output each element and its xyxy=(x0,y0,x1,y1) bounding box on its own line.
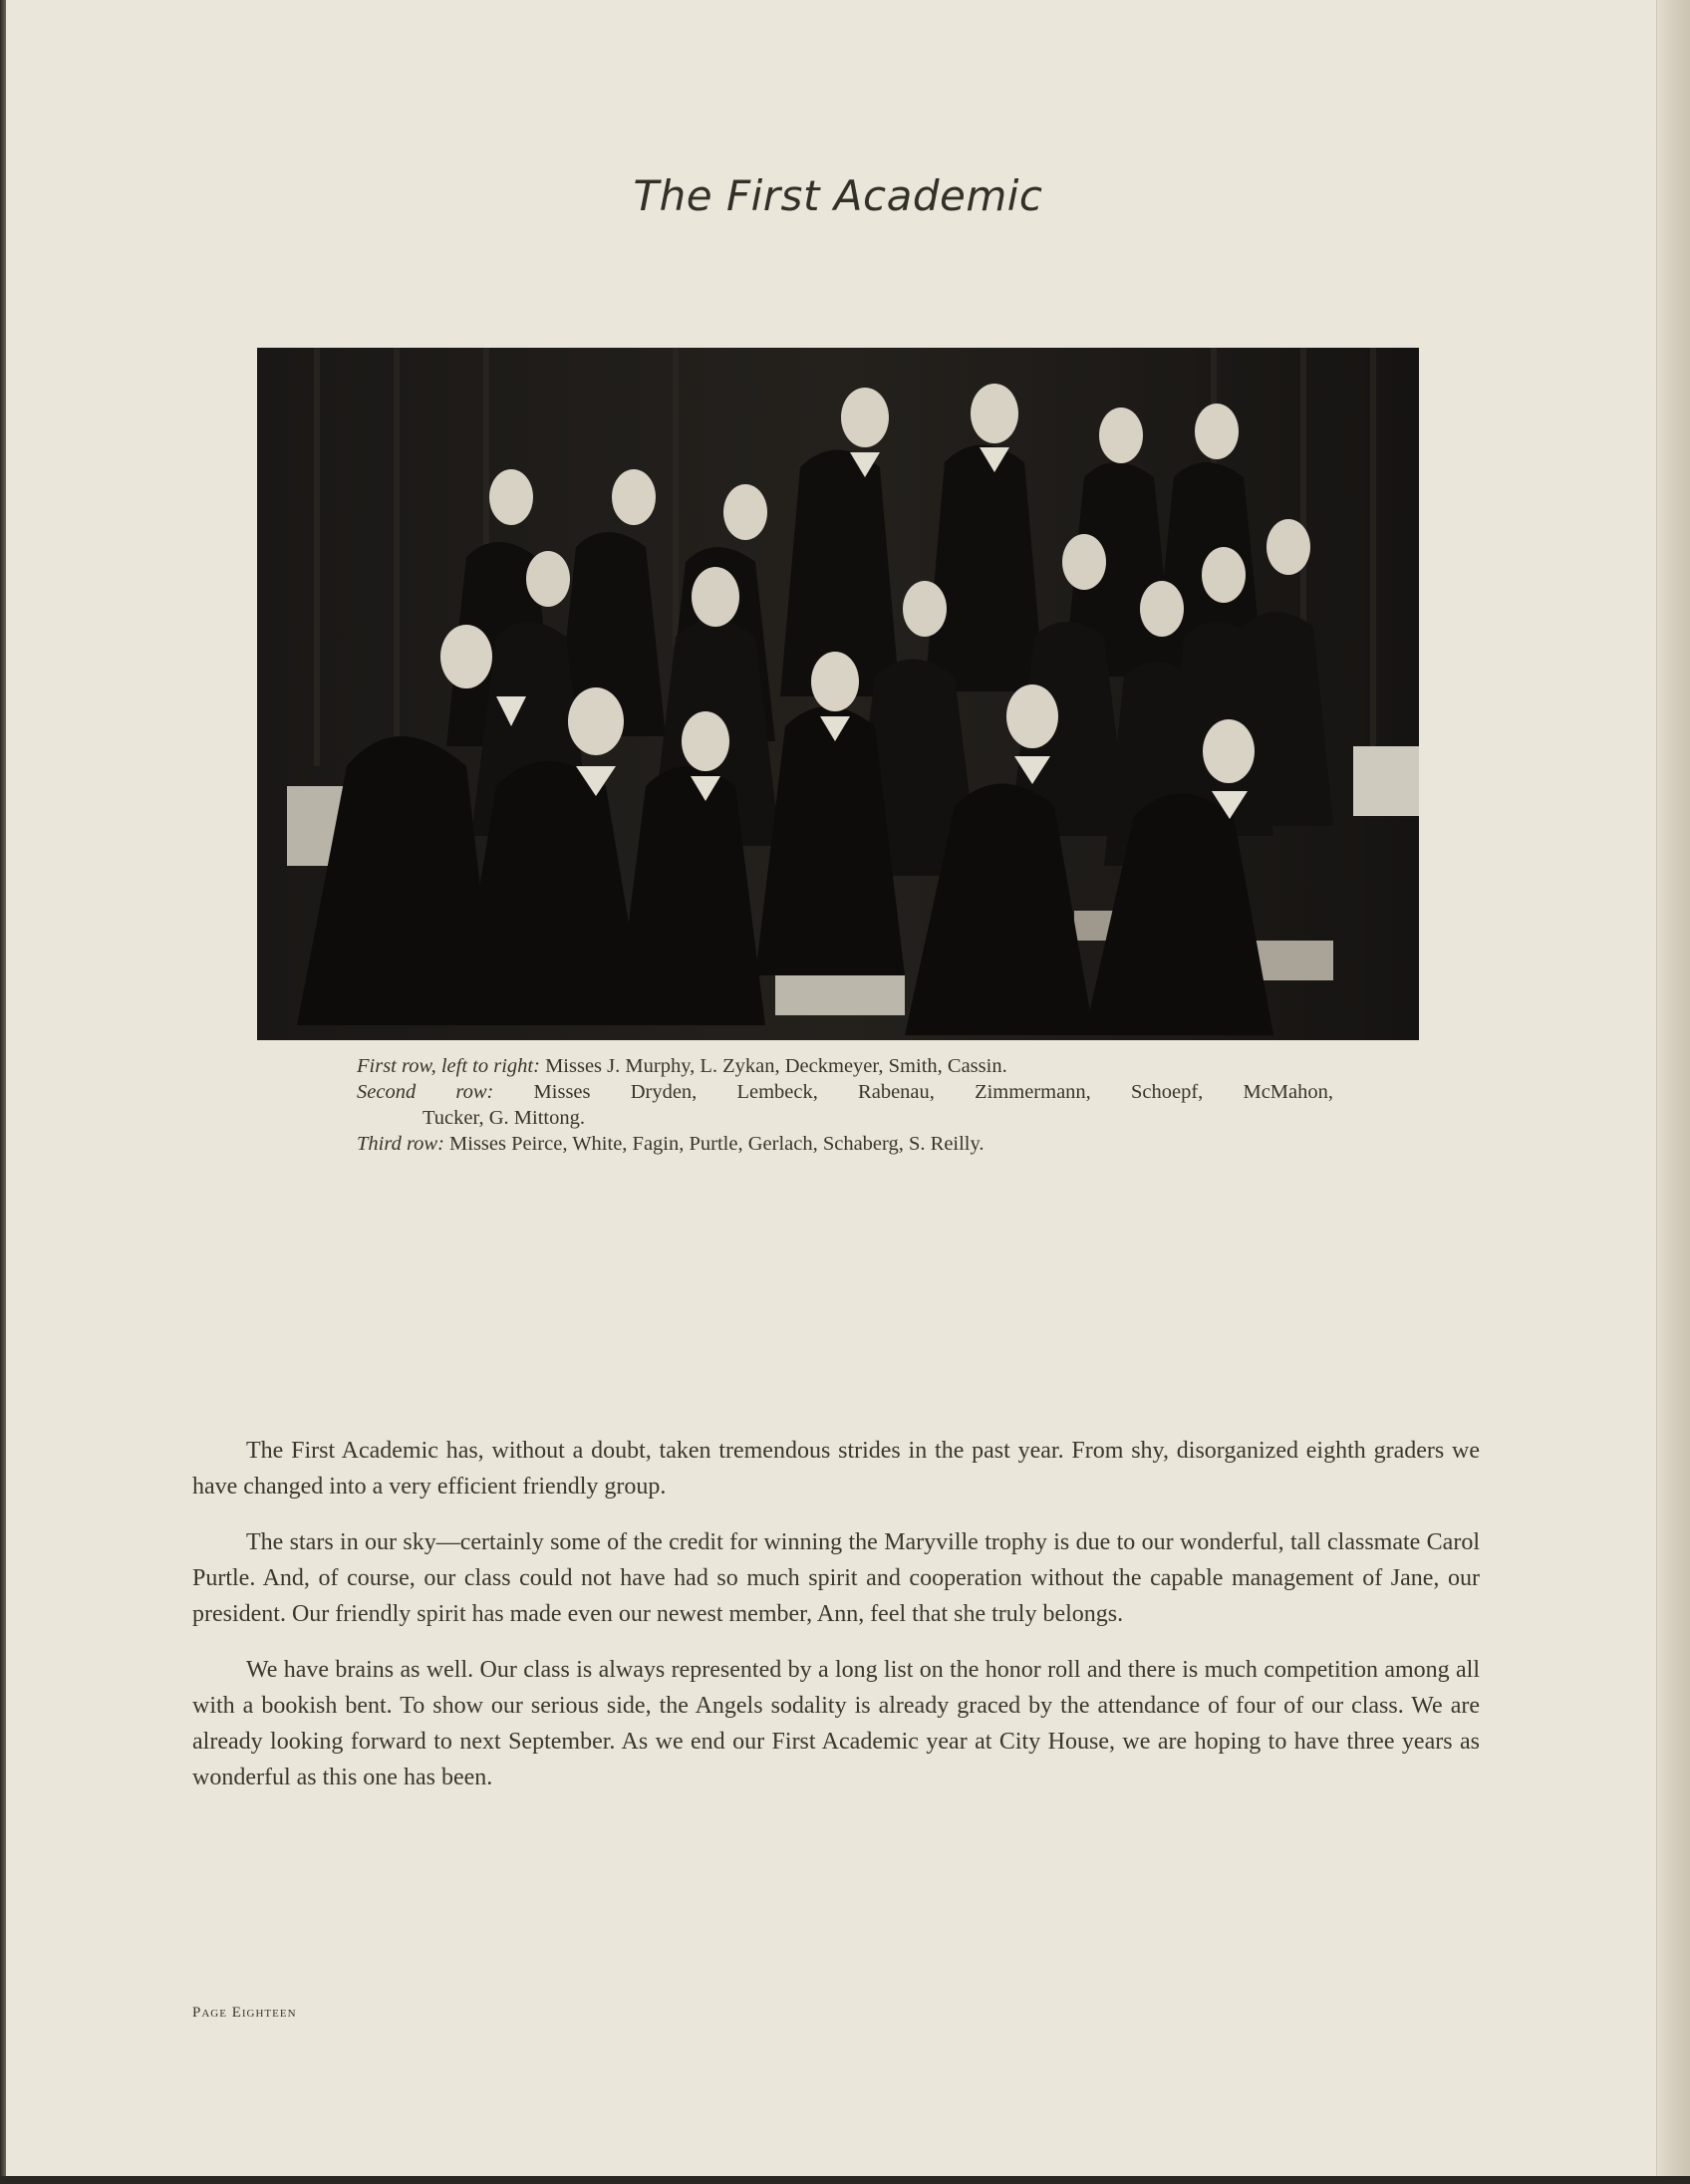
page-edge-left xyxy=(0,0,6,2184)
photo-illustration xyxy=(257,348,1419,1040)
caption-first-row-label: First row, left to right: xyxy=(357,1055,540,1077)
article-body xyxy=(192,1433,1480,1815)
page-number: Page Eighteen xyxy=(192,2005,297,2021)
page-edge-right xyxy=(1656,0,1690,2184)
caption-third-row-label: Third row: xyxy=(357,1133,444,1155)
page-title: The First Academic xyxy=(633,171,1043,220)
caption-second-row-names: Misses Dryden, Lembeck, Rabenau, Zimmermann, Schoepf, McMahon, xyxy=(533,1081,1333,1103)
caption-third-row xyxy=(357,1131,1333,1157)
caption-second-row-label: Second row: xyxy=(357,1081,494,1103)
paragraph-2: The stars in our sky—certainly some of the credit for winning the Maryville trophy is due to our wonderful, tall classmate Carol Purtle. And, of course, our class could not have had so much spirit and cooperation without the capable management of Jane, our president. Our friendly spirit has made even our newest member, Ann, feel that she truly belongs. xyxy=(192,1529,1480,1627)
caption-second-row xyxy=(357,1079,1333,1105)
paragraph-3: We have brains as well. Our class is always represented by a long list on the honor roll and there is much competition among all with a bookish bent. To show our serious side, the Angels sodality is already graced by the attendance of four of our class. We are already looking forward to next September. As we end our First Academic year at City House, we are hoping to have three years as wonderful as this one has been. xyxy=(192,1657,1480,1790)
caption-first-row-names: Misses J. Murphy, L. Zykan, Deckmeyer, Smith, Cassin. xyxy=(545,1055,1007,1077)
caption-first-row xyxy=(357,1053,1333,1079)
paragraph-1: The First Academic has, without a doubt, taken tremendous strides in the past year. From shy, disorganized eighth graders we have changed into a very efficient friendly group. xyxy=(192,1438,1480,1500)
caption-third-row-names: Misses Peirce, White, Fagin, Purtle, Gerlach, Schaberg, S. Reilly. xyxy=(449,1133,985,1155)
class-group-photo xyxy=(257,348,1419,1040)
page-edge-bottom xyxy=(0,2176,1690,2184)
photo-caption xyxy=(357,1053,1333,1157)
caption-second-row-continued: Tucker, G. Mittong. xyxy=(422,1107,585,1129)
